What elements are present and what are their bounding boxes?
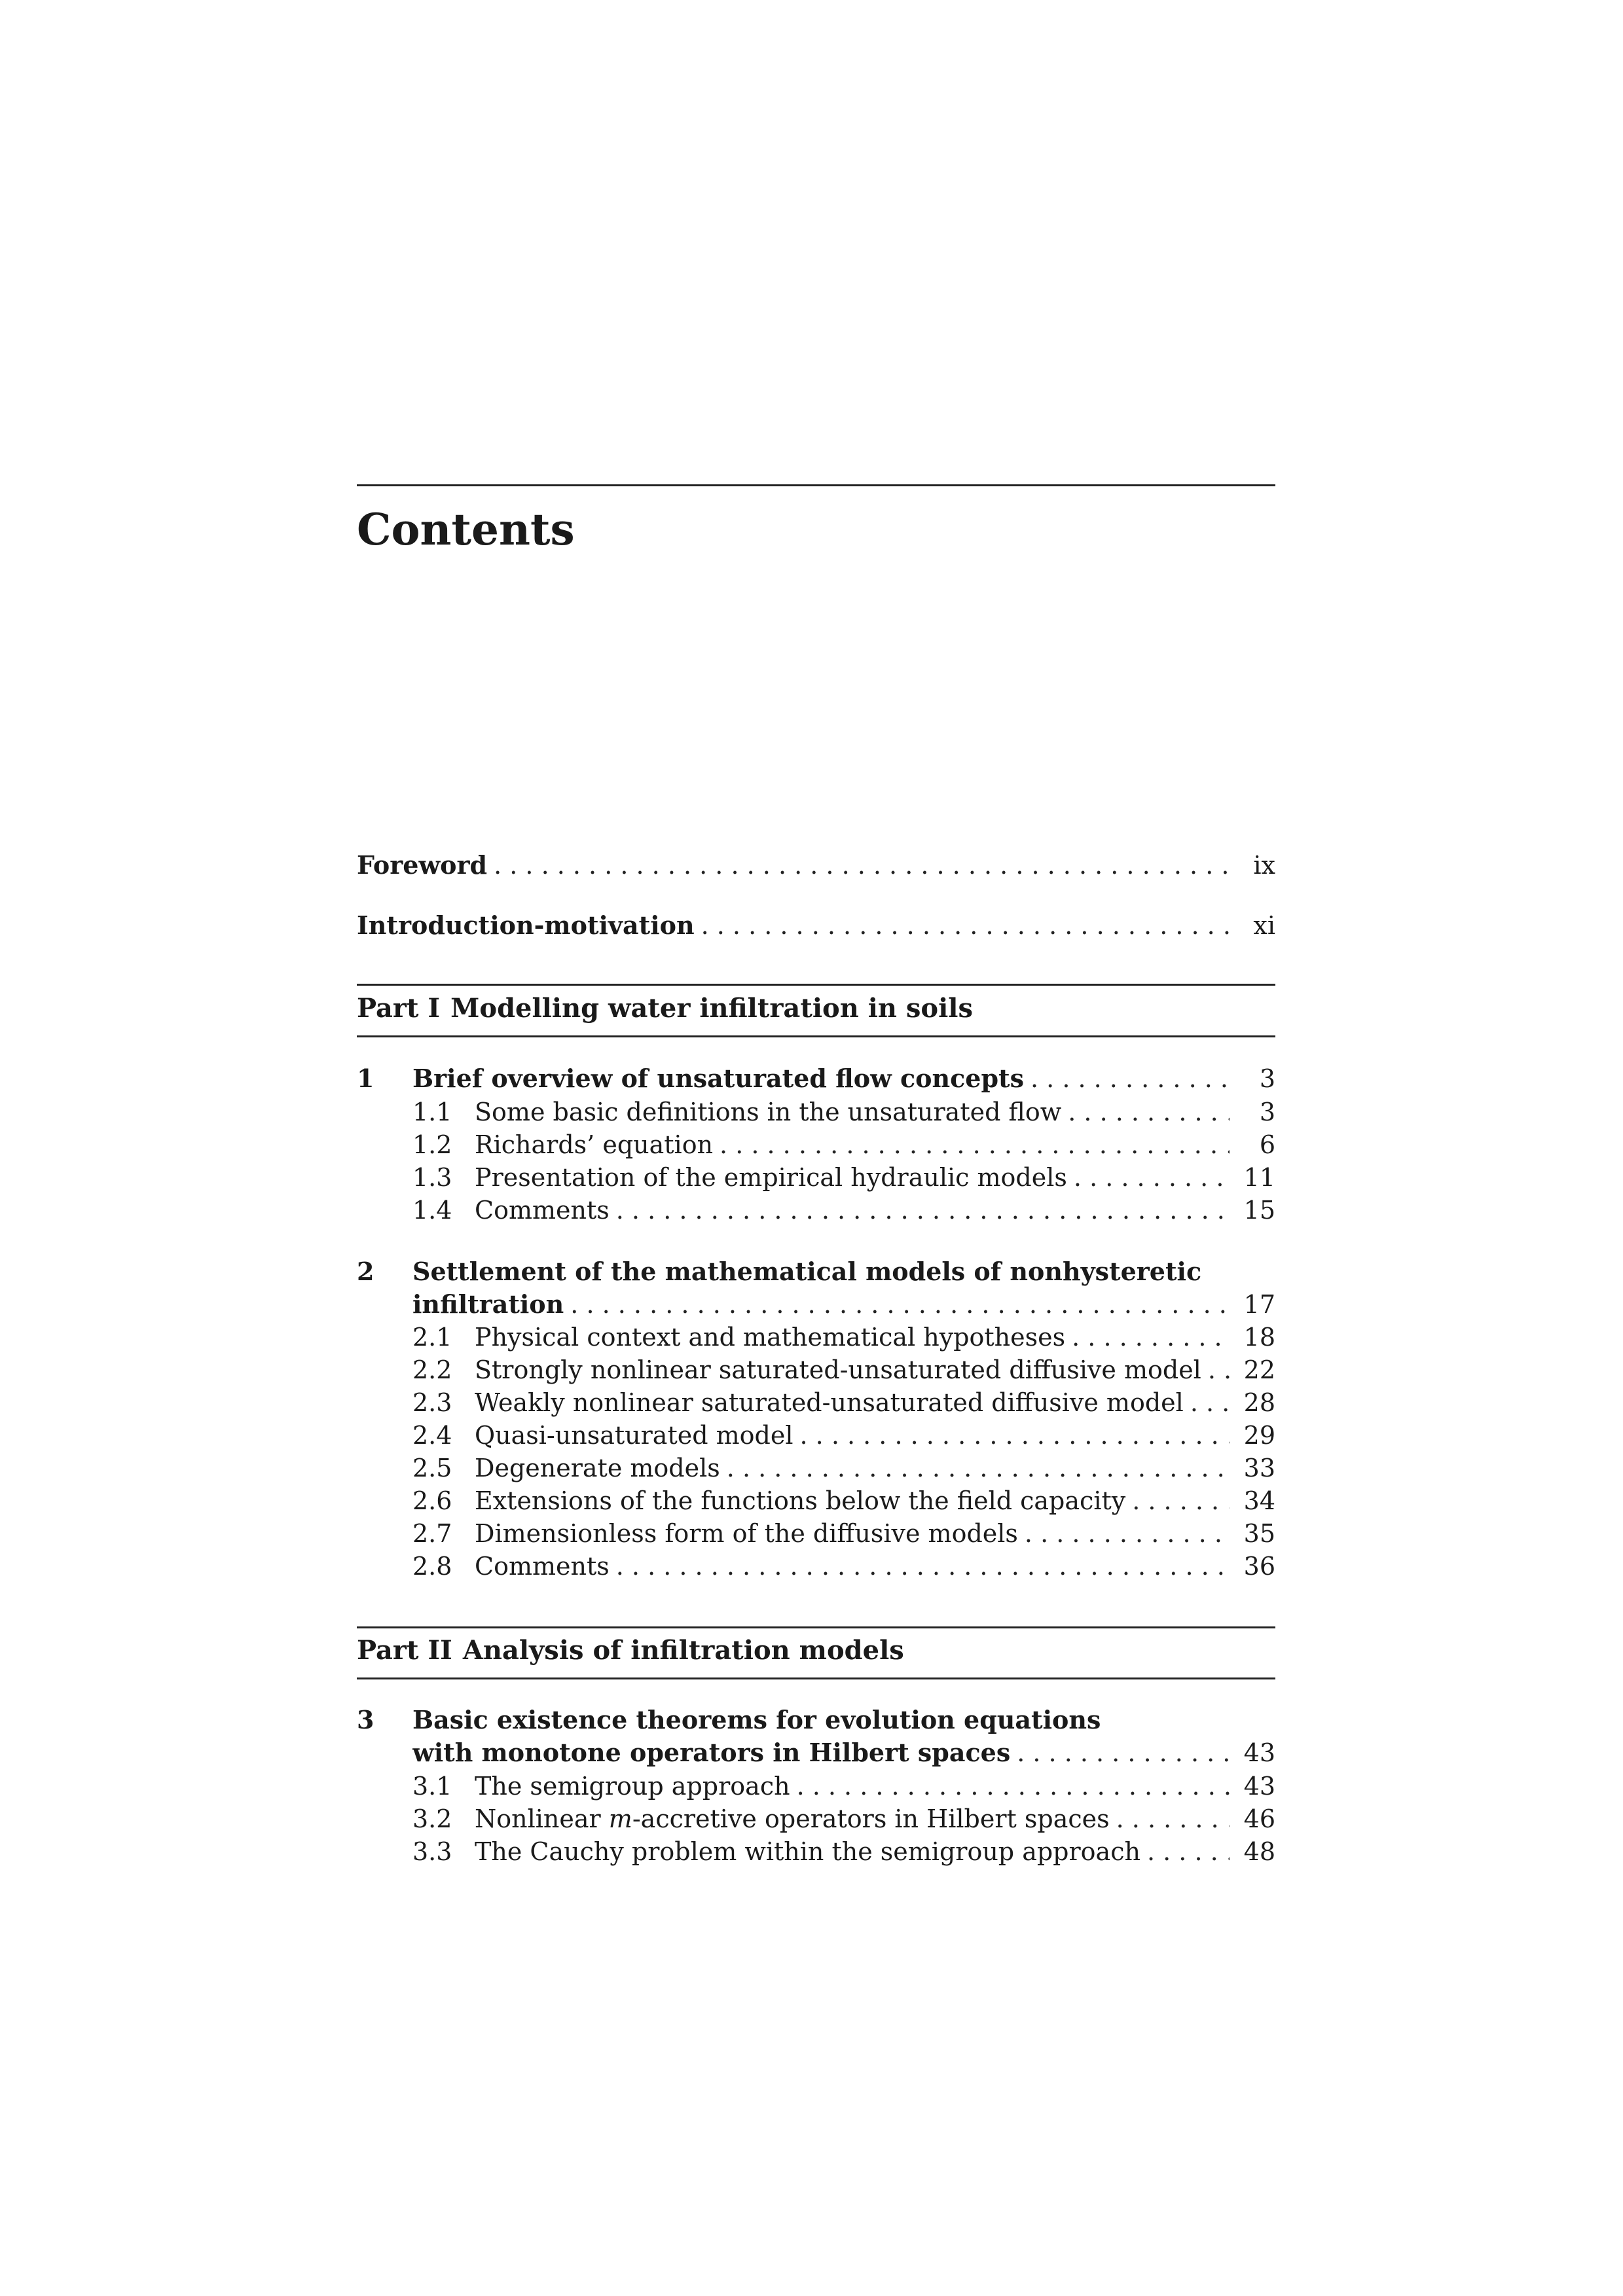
section-title: Comments xyxy=(475,1196,610,1225)
toc-page-number: 17 xyxy=(1243,1290,1275,1319)
toc-section[interactable] xyxy=(357,1354,1275,1386)
toc-page-number: 18 xyxy=(1243,1323,1275,1352)
section-number: 2.3 xyxy=(412,1388,452,1417)
part-title: Analysis of infiltration models xyxy=(462,1635,904,1666)
section-title-italic: m xyxy=(608,1804,632,1833)
leader-dots xyxy=(1201,1354,1230,1386)
chapter-number: 3 xyxy=(357,1705,374,1734)
leader-dots xyxy=(564,1288,1230,1321)
toc-section[interactable] xyxy=(357,1194,1275,1227)
toc-section[interactable] xyxy=(357,1321,1275,1354)
part-number: Part II xyxy=(357,1635,452,1666)
part-title: Modelling water infiltration in soils xyxy=(450,993,974,1024)
toc-section[interactable] xyxy=(357,1517,1275,1550)
chapter-title-line1: Basic existence theorems for evolution equations xyxy=(412,1705,1101,1734)
part-rule-bottom xyxy=(357,1677,1275,1679)
toc-section[interactable] xyxy=(357,1770,1275,1803)
toc-chapter-3-line1[interactable] xyxy=(357,1704,1275,1736)
section-number: 2.8 xyxy=(412,1552,452,1581)
toc-page-number: 48 xyxy=(1243,1837,1275,1866)
toc-section[interactable] xyxy=(357,1484,1275,1517)
part-rule-top xyxy=(357,1626,1275,1628)
section-number: 2.5 xyxy=(412,1454,452,1482)
part-heading-2[interactable] xyxy=(357,1635,904,1666)
section-title: Richards’ equation xyxy=(475,1130,714,1159)
toc-page-number: 11 xyxy=(1243,1163,1275,1192)
toc-page-number: 3 xyxy=(1259,1098,1275,1126)
leader-dots xyxy=(1024,1062,1230,1095)
section-number: 2.6 xyxy=(412,1486,452,1515)
leader-dots xyxy=(1140,1835,1230,1868)
section-number: 1.2 xyxy=(412,1130,452,1159)
section-title xyxy=(475,1803,1110,1835)
section-title: Strongly nonlinear saturated-unsaturated diffusive model xyxy=(475,1355,1201,1384)
section-title: Weakly nonlinear saturated-unsaturated diffusive model xyxy=(475,1388,1184,1417)
section-number: 3.2 xyxy=(412,1804,452,1833)
toc-chapter-3-line2[interactable] xyxy=(357,1736,1275,1769)
toc-page-number: 15 xyxy=(1243,1196,1275,1225)
section-title: Dimensionless form of the diffusive models xyxy=(475,1519,1018,1548)
leader-dots xyxy=(713,1128,1230,1161)
leader-dots xyxy=(793,1419,1230,1452)
section-title: The semigroup approach xyxy=(475,1772,790,1801)
toc-page-number: 22 xyxy=(1243,1355,1275,1384)
toc-section[interactable] xyxy=(357,1550,1275,1583)
section-number: 1.1 xyxy=(412,1098,452,1126)
toc-section[interactable] xyxy=(357,1835,1275,1868)
leader-dots xyxy=(695,909,1230,942)
part-rule-top xyxy=(357,984,1275,986)
toc-section[interactable] xyxy=(357,1452,1275,1484)
toc-page-number: 43 xyxy=(1243,1738,1275,1767)
leader-dots xyxy=(1184,1386,1230,1419)
section-number: 3.1 xyxy=(412,1772,452,1801)
section-number: 1.3 xyxy=(412,1163,452,1192)
section-title: The Cauchy problem within the semigroup approach xyxy=(475,1837,1140,1866)
section-number: 1.4 xyxy=(412,1196,452,1225)
page-title: Contents xyxy=(357,504,575,555)
toc-page-number: ix xyxy=(1253,851,1275,880)
leader-dots xyxy=(720,1452,1230,1484)
part-rule-bottom xyxy=(357,1035,1275,1037)
leader-dots xyxy=(1018,1517,1230,1550)
section-number: 2.1 xyxy=(412,1323,452,1352)
section-title: Comments xyxy=(475,1552,610,1581)
toc-section[interactable] xyxy=(357,1128,1275,1161)
toc-chapter-1[interactable] xyxy=(357,1062,1275,1095)
part-number: Part I xyxy=(357,993,441,1024)
chapter-title-line2: with monotone operators in Hilbert spaces xyxy=(412,1738,1011,1767)
leader-dots xyxy=(1010,1736,1230,1769)
toc-section[interactable] xyxy=(357,1386,1275,1419)
toc-page-number: xi xyxy=(1253,911,1275,940)
leader-dots xyxy=(790,1770,1230,1803)
chapter-title-line2: infiltration xyxy=(412,1289,564,1319)
toc-chapter-2-line1[interactable] xyxy=(357,1255,1275,1288)
section-title: Physical context and mathematical hypotheses xyxy=(475,1323,1066,1352)
toc-page-number: 29 xyxy=(1243,1421,1275,1450)
leader-dots xyxy=(1061,1096,1230,1128)
leader-dots xyxy=(1065,1321,1230,1354)
toc-page-number: 35 xyxy=(1243,1519,1275,1548)
leader-dots xyxy=(1110,1803,1230,1835)
title-rule xyxy=(357,484,1275,486)
toc-section[interactable] xyxy=(357,1096,1275,1128)
leader-dots xyxy=(610,1550,1230,1583)
part-heading-1[interactable] xyxy=(357,993,973,1024)
section-number: 2.2 xyxy=(412,1355,452,1384)
toc-entry-label: Foreword xyxy=(357,850,488,880)
chapter-number: 2 xyxy=(357,1257,374,1286)
leader-dots xyxy=(1067,1161,1230,1194)
section-number: 3.3 xyxy=(412,1837,452,1866)
toc-section[interactable] xyxy=(357,1803,1275,1835)
toc-entry-introduction[interactable] xyxy=(357,909,1275,942)
section-title: Extensions of the functions below the field capacity xyxy=(475,1486,1126,1515)
section-title-pre: Nonlinear xyxy=(475,1804,609,1833)
toc-page-number: 34 xyxy=(1243,1486,1275,1515)
leader-dots xyxy=(610,1194,1230,1227)
section-title-post: -accretive operators in Hilbert spaces xyxy=(632,1804,1110,1833)
toc-section[interactable] xyxy=(357,1419,1275,1452)
chapter-title-line1: Settlement of the mathematical models of nonhysteretic xyxy=(412,1257,1202,1286)
chapter-title: Brief overview of unsaturated flow concepts xyxy=(412,1064,1024,1093)
toc-page-number: 43 xyxy=(1243,1772,1275,1801)
chapter-number: 1 xyxy=(357,1064,374,1093)
toc-page-number: 36 xyxy=(1243,1552,1275,1581)
leader-dots xyxy=(487,849,1230,882)
toc-chapter-2-line2[interactable] xyxy=(357,1288,1275,1321)
toc-section[interactable] xyxy=(357,1161,1275,1194)
section-title: Degenerate models xyxy=(475,1454,720,1482)
toc-page-number: 6 xyxy=(1259,1130,1275,1159)
leader-dots xyxy=(1125,1484,1230,1517)
toc-page-number: 46 xyxy=(1243,1804,1275,1833)
toc-entry-foreword[interactable] xyxy=(357,849,1275,882)
toc-page-number: 33 xyxy=(1243,1454,1275,1482)
section-title: Presentation of the empirical hydraulic models xyxy=(475,1163,1067,1192)
toc-page-number: 3 xyxy=(1259,1064,1275,1093)
section-title: Quasi-unsaturated model xyxy=(475,1421,793,1450)
toc-page-number: 28 xyxy=(1243,1388,1275,1417)
section-number: 2.7 xyxy=(412,1519,452,1548)
section-number: 2.4 xyxy=(412,1421,452,1450)
toc-entry-label: Introduction-motivation xyxy=(357,910,695,940)
section-title: Some basic definitions in the unsaturated flow xyxy=(475,1098,1062,1126)
